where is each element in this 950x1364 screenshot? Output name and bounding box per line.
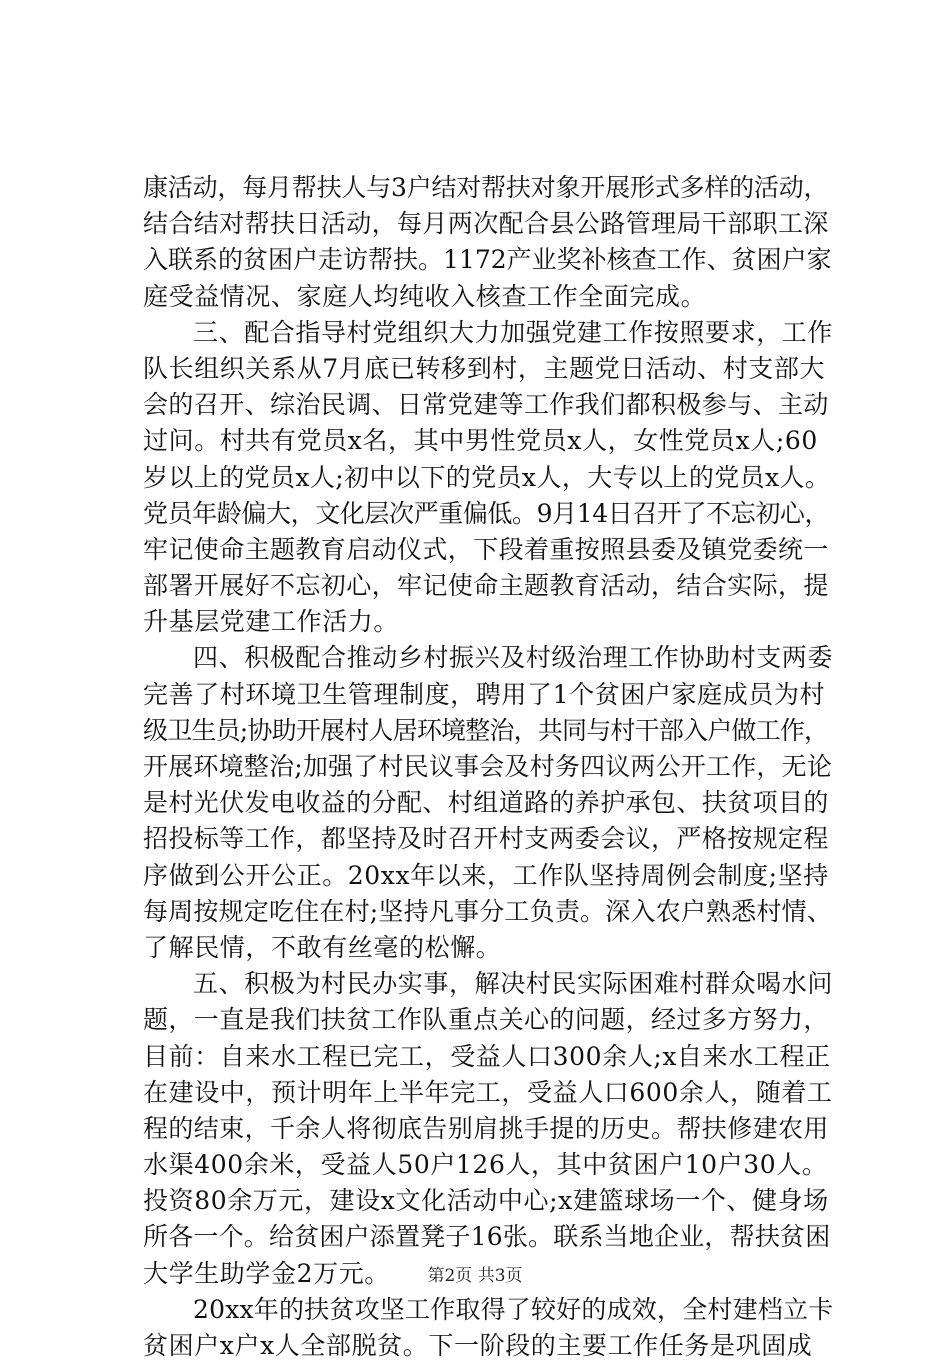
paragraph-first-line: 四、积极配合推动乡村振兴及村级治理工作协助村支两委 (193, 643, 833, 673)
text-line: 每周按规定吃住在村;坚持凡事分工负责。深入农户熟悉村情、 (143, 896, 833, 926)
text-line: 升基层党建工作活力。 (143, 607, 400, 637)
page-number-footer: 第2页 共3页 (427, 1266, 523, 1286)
text-line: 在建设中，预计明年上半年完工，受益人口600余人，随着工 (143, 1077, 833, 1107)
text-line: 投资80余万元，建设x文化活动中心;x建篮球场一个、健身场 (143, 1186, 829, 1216)
text-line: 队长组织关系从7月底已转移到村，主题党日活动、村支部大 (143, 353, 826, 383)
text-line: 开展环境整治;加强了村民议事会及村务四议两公开工作，无论 (143, 752, 833, 781)
text-line: 水渠400余米，受益人50户126人，其中贫困户10户30人。 (143, 1150, 828, 1180)
text-line: 党员年龄偏大，文化层次严重偏低。9月14日召开了不忘初心， (143, 498, 830, 528)
text-line: 目前：自来水工程已完工，受益人口300余人;x自来水工程正 (143, 1041, 831, 1071)
text-line: 部署开展好不忘初心，牢记使命主题教育活动，结合实际，提 (143, 571, 829, 601)
text-line: 结合结对帮扶日活动，每月两次配合县公路管理局干部职工深 (143, 209, 829, 239)
text-line: 庭受益情况、家庭人均纯收入核查工作全面完成。 (143, 281, 707, 311)
text-line: 贫困户x户x人全部脱贫。下一阶段的主要工作任务是巩固成 (143, 1331, 813, 1360)
text-line: 所各一个。给贫困户添置凳子16张。联系当地企业，帮扶贫困 (143, 1222, 831, 1252)
text-line: 过问。村共有党员x名，其中男性党员x人，女性党员x人;60 (143, 426, 818, 456)
text-line: 大学生助学金2万元。 (143, 1258, 390, 1288)
text-line: 是村光伏发电收益的分配、村组道路的养护承包、扶贫项目的 (143, 788, 829, 818)
text-line: 级卫生员;协助开展村人居环境整治，共同与村干部入户做工作， (143, 715, 829, 745)
text-line: 完善了村环境卫生管理制度，聘用了1个贫困户家庭成员为村 (143, 679, 826, 709)
paragraph-first-line: 20xx年的扶贫攻坚工作取得了较好的成效，全村建档立卡 (193, 1294, 833, 1324)
text-line: 会的召开、综治民调、日常党建等工作我们都积极参与、主动 (143, 390, 829, 420)
text-line: 康活动，每月帮扶人与3户结对帮扶对象开展形式多样的活动， (143, 173, 829, 202)
text-line: 牢记使命主题教育启动仪式，下段着重按照县委及镇党委统一 (143, 534, 829, 564)
text-line: 序做到公开公正。20xx年以来，工作队坚持周例会制度;坚持 (143, 860, 829, 890)
paragraph-first-line: 三、配合指导村党组织大力加强党建工作按照要求，工作 (193, 317, 833, 347)
text-line: 题，一直是我们扶贫工作队重点关心的问题，经过多方努力， (143, 1005, 829, 1035)
document-body (143, 170, 833, 1364)
text-line: 岁以上的党员x人;初中以下的党员x人，大专以上的党员x人。 (143, 462, 831, 492)
text-line: 程的结束，千余人将彻底告别肩挑手提的历史。帮扶修建农用 (143, 1113, 829, 1143)
paragraph-first-line: 五、积极为村民办实事，解决村民实际困难村群众喝水问 (193, 969, 833, 999)
text-line: 招投标等工作，都坚持及时召开村支两委会议，严格按规定程 (143, 824, 829, 854)
text-line: 入联系的贫困户走访帮扶。1172产业奖补核查工作、贫困户家 (143, 245, 832, 275)
text-line: 了解民情，不敢有丝毫的松懈。 (143, 932, 502, 962)
